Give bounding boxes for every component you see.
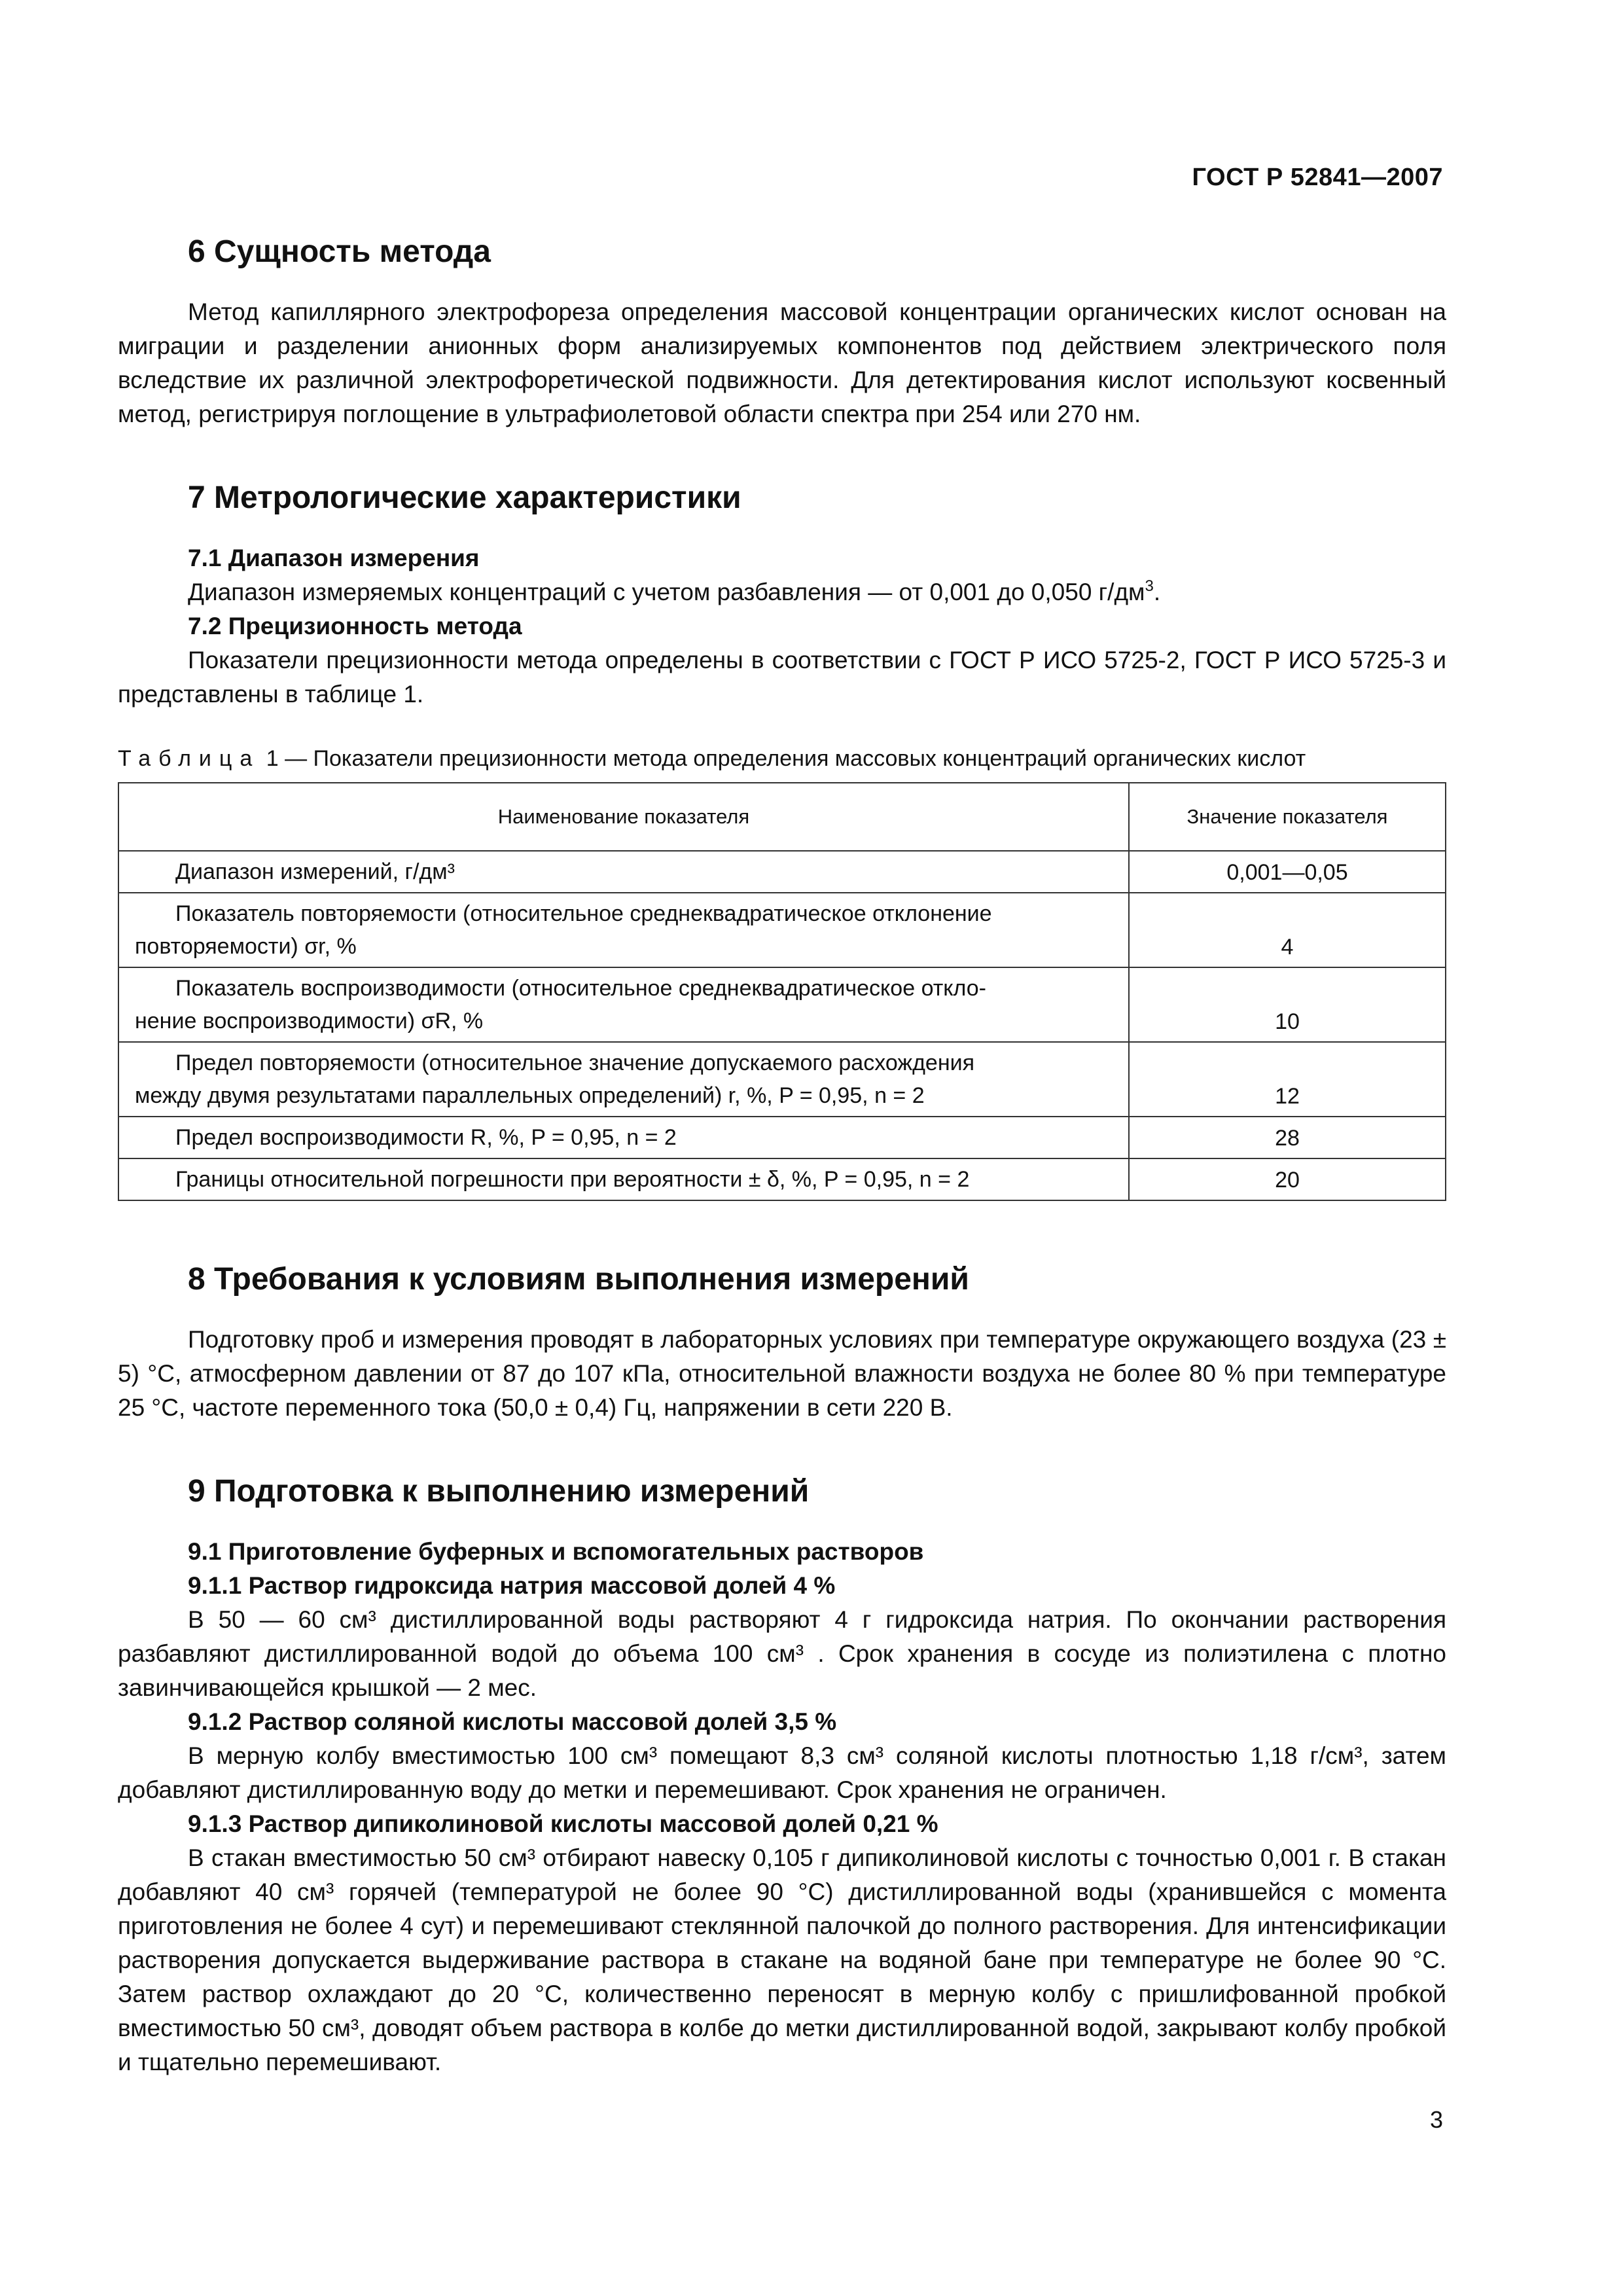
table-row: Показатель повторяемости (относительное среднеквадратическое отклонение повторяемости) σr, % 4: [118, 893, 1446, 967]
section-9-1-3-paragraph: В стакан вместимостью 50 см³ отбирают навеску 0,105 г дипиколиновой кислоты с точностью 0,001 г. В стакан добавляют 40 см³ горячей (температурой не более 90 °С) дистиллированной воды (хранившейся с момента приготовления не более 4 сут) и перемешивают стеклянной палочкой до полного растворения. Для интенсификации растворения допускается выдерживание раствора в стакане на водяной бане при температуре не более 90 °С. Затем раствор охлаждают до 20 °С, количественно переносят в мерную колбу с пришлифованной пробкой вместимостью 50 см³, доводят объем раствора в колбе до метки дистиллированной водой, закрывают колбу пробкой и тщательно перемешивают.: [118, 1844, 1446, 2075]
section-9-1-title: 9.1 Приготовление буферных и вспомогательных растворов: [188, 1538, 924, 1565]
section-7-2-paragraph: Показатели прецизионности метода определены в соответствии с ГОСТ Р ИСО 5725-2, ГОСТ Р ИСО 5725-3 и представлены в таблице 1.: [118, 647, 1446, 708]
table-row: Предел воспроизводимости R, %, P = 0,95, n = 2 28: [118, 1117, 1446, 1158]
section-8-paragraph: Подготовку проб и измерения проводят в лабораторных условиях при температуре окружающего воздуха (23 ± 5) °С, атмосферном давлении от 87 до 107 кПа, относительной влажности воздуха не более 80 % при температуре 25 °С, частоте переменного тока (50,0 ± 0,4) Гц, напряжении в сети 220 В.: [118, 1326, 1446, 1421]
section-9-1-3-title: 9.1.3 Раствор дипиколиновой кислоты массовой долей 0,21 %: [188, 1810, 938, 1837]
section-7-2-title: 7.2 Прецизионность метода: [188, 613, 522, 639]
precision-table: [118, 782, 1446, 1201]
table-row: Границы относительной погрешности при вероятности ± δ, %, P = 0,95, n = 2 20: [118, 1158, 1446, 1200]
table-header-row: [118, 783, 1446, 851]
table-header-value: Значение показателя: [1129, 783, 1446, 851]
section-9-1-1-paragraph: В 50 — 60 см³ дистиллированной воды растворяют 4 г гидроксида натрия. По окончании растворения разбавляют дистиллированной водой до объема 100 см³ . Срок хранения в сосуде из полиэтилена с плотно завинчивающейся крышкой — 2 мес.: [118, 1606, 1446, 1701]
section-7-1-title: 7.1 Диапазон измерения: [188, 545, 480, 571]
section-7-1-paragraph: Диапазон измеряемых концентраций с учетом разбавления — от 0,001 до 0,050 $г/дм^3$.: [188, 577, 1161, 605]
section-9-1-1-title: 9.1.1 Раствор гидроксида натрия массовой долей 4 %: [188, 1572, 836, 1599]
section-6-paragraph: Метод капиллярного электрофореза определения массовой концентрации органических кислот основан на миграции и разделении анионных форм анализируемых компонентов под действием электрического поля вследствие их различной электрофоретической подвижности. Для детектирования кислот используют косвенный метод, регистрируя поглощение в ультрафиолетовой области спектра при 254 или 270 нм.: [118, 298, 1446, 427]
page-number: 3: [1429, 2106, 1443, 2133]
section-8-title: 8 Требования к условиям выполнения измерений: [188, 1262, 969, 1297]
section-9-title: 9 Подготовка к выполнению измерений: [188, 1474, 810, 1509]
table-header-name: Наименование показателя: [118, 783, 1129, 851]
section-6-title: 6 Сущность метода: [188, 234, 491, 269]
table-row: Показатель воспроизводимости (относительное среднеквадратическое откло- нение воспроизводимости) σR, % 10: [118, 967, 1446, 1042]
table-row: Предел повторяемости (относительное значение допускаемого расхождения между двумя результатами параллельных определений) r, %, P = 0,95, n = 2 12: [118, 1042, 1446, 1117]
document-body: [118, 232, 1446, 2079]
document-code: ГОСТ Р 52841—2007: [1192, 164, 1443, 191]
section-9-1-2-paragraph: В мерную колбу вместимостью 100 см³ помещают 8,3 см³ соляной кислоты плотностью 1,18 г/см³, затем добавляют дистиллированную воду до метки и перемешивают. Срок хранения не ограничен.: [118, 1742, 1446, 1803]
section-9-1-2-title: 9.1.2 Раствор соляной кислоты массовой долей 3,5 %: [188, 1708, 837, 1735]
table-row: Диапазон измерений, г/дм³ 0,001—0,05: [118, 851, 1446, 893]
section-7-title: 7 Метрологические характеристики: [188, 480, 741, 515]
table-1-caption: Таблица 1 — Показатели прецизионности метода определения массовых концентраций органических кислот: [118, 746, 1306, 771]
